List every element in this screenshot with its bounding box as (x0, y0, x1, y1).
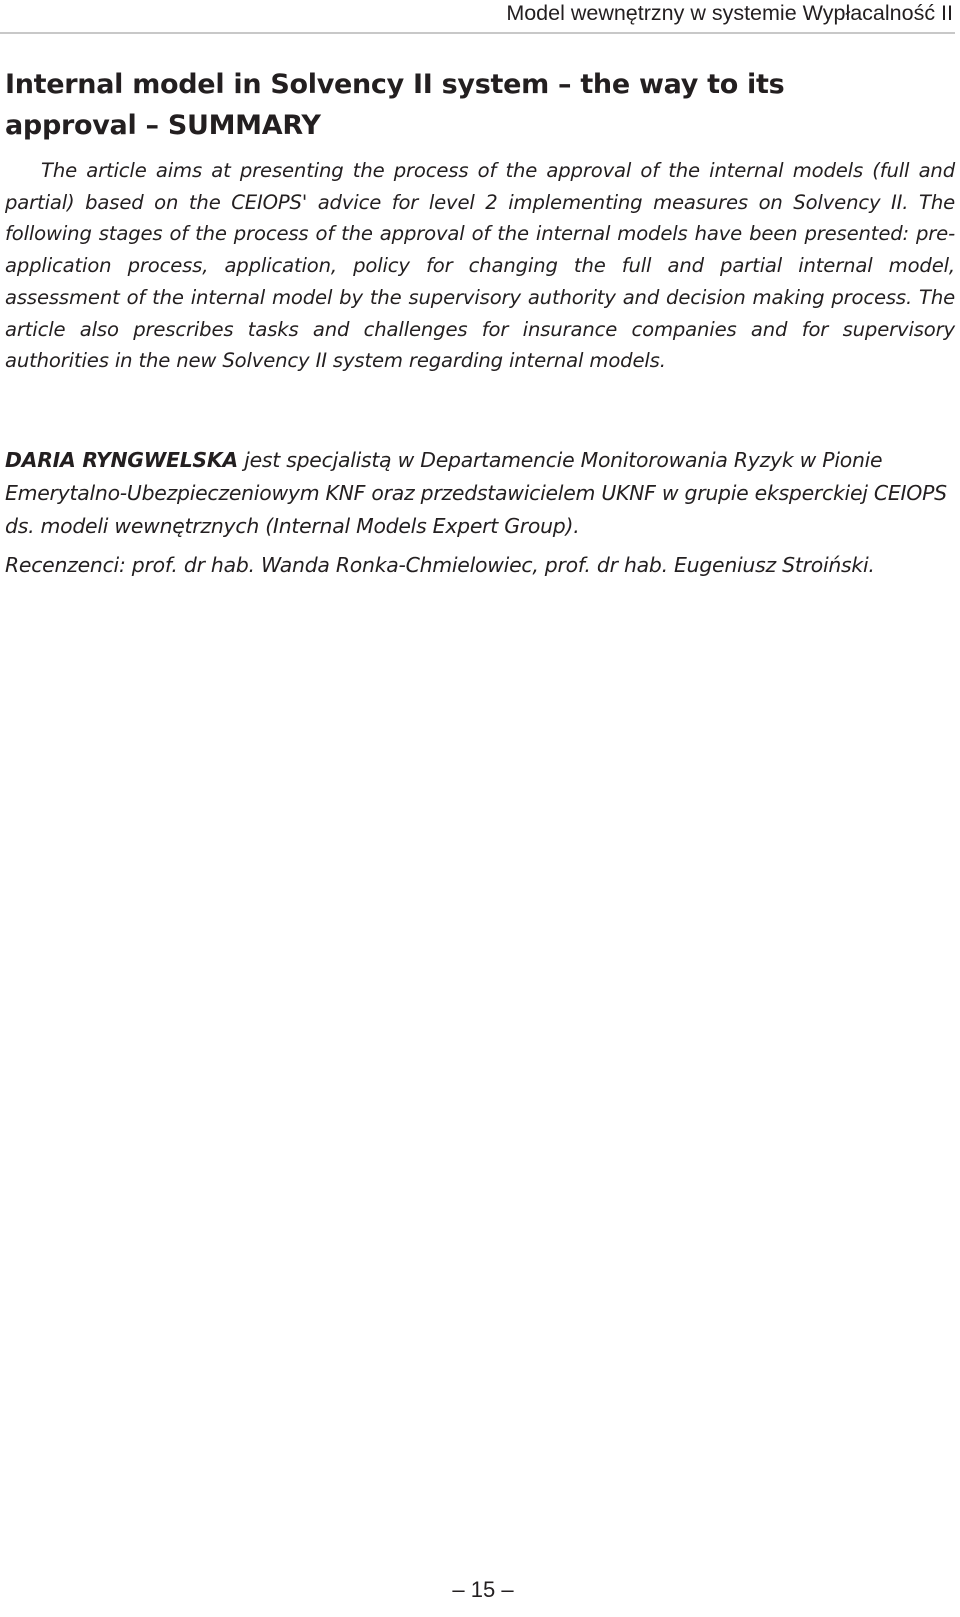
author-name: DARIA RYNGWELSKA (5, 448, 238, 472)
running-header (0, 0, 955, 34)
running-header-title: Model wewnętrzny w systemie Wypłacalność II (506, 1, 953, 25)
author-bio-text: jest specjalistą w Departamencie Monitorowania Ryzyk w Pionie Emerytalno-Ubezpieczeniowym KNF oraz przedstawicielem UKNF w grupie eksperckiej CEIOPS ds. modeli wewnętrznych (Internal Models Expert Group). (5, 448, 947, 538)
summary-abstract: The article aims at presenting the process of the approval of the internal models (full and partial) based on the CEIOPS' advice for level 2 implementing measures on Solvency II. The following stages of the process of the approval of the internal models have been presented: pre-application process, application, policy for changing the full and partial internal model, assessment of the internal model by the supervisory authority and decision making process. The article also prescribes tasks and challenges for insurance companies and for supervisory authorities in the new Solvency II system regarding internal models. (5, 159, 955, 373)
page-number: – 15 – (452, 1577, 514, 1602)
reviewers-line: Recenzenci: prof. dr hab. Wanda Ronka-Chmielowiec, prof. dr hab. Eugeniusz Stroiński. (5, 553, 875, 577)
summary-title: Internal model in Solvency II system – the way to its approval – SUMMARY (5, 69, 785, 141)
author-bio (5, 444, 955, 543)
